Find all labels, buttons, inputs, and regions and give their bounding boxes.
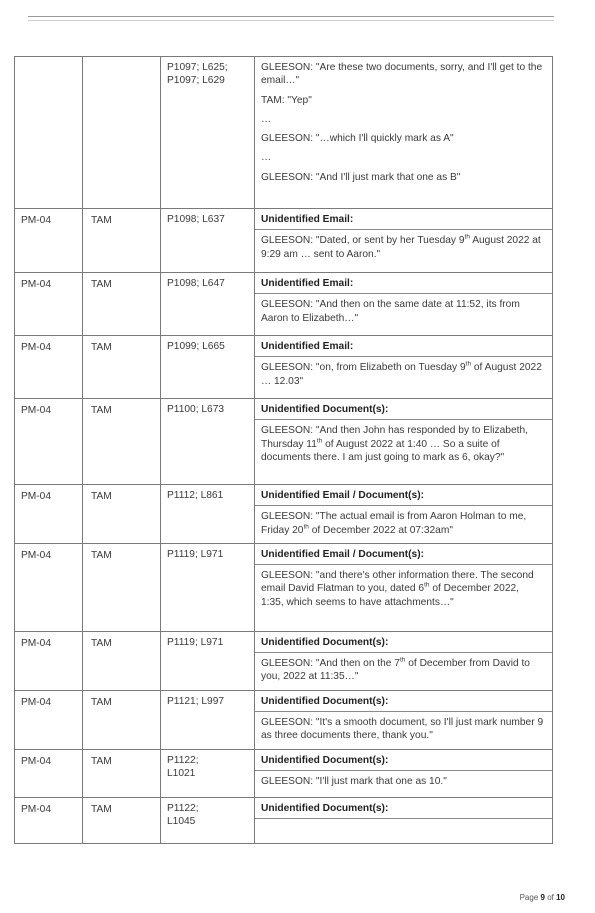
matter-id-cell bbox=[15, 57, 83, 209]
transcript-excerpt bbox=[255, 230, 552, 267]
transcript-line: GLEESON: "And then on the same date at 11:52, its from Aaron to Elizabeth…" bbox=[261, 299, 520, 324]
transcript-line: … bbox=[261, 152, 272, 164]
page-line-ref: P1121; L997 bbox=[167, 695, 225, 707]
witness-name: TAM bbox=[91, 342, 112, 353]
description-cell bbox=[255, 399, 553, 485]
description-cell bbox=[255, 485, 553, 544]
matter-id: PM-04 bbox=[21, 215, 52, 226]
description-cell bbox=[255, 690, 553, 749]
matter-id-cell bbox=[15, 749, 83, 797]
table-row bbox=[15, 543, 553, 631]
transcript-excerpt bbox=[255, 565, 552, 615]
description-cell bbox=[255, 749, 553, 797]
witness-name: TAM bbox=[91, 755, 112, 767]
page-line-ref-cell bbox=[161, 631, 255, 690]
description-cell bbox=[255, 57, 553, 209]
transcript-line: GLEESON: "And I'll just mark that one as B" bbox=[261, 171, 461, 183]
page-of: of bbox=[547, 893, 554, 902]
page-line-ref: P1119; L971 bbox=[167, 548, 224, 560]
page-line-ref-cell bbox=[161, 336, 255, 399]
page-line-ref: P1122; bbox=[167, 802, 199, 814]
matter-id: PM-04 bbox=[21, 491, 52, 502]
transcript-excerpt bbox=[255, 357, 552, 394]
witness-name: TAM bbox=[91, 696, 112, 708]
transcript-excerpt bbox=[255, 294, 552, 331]
page-line-ref: P1100; L673 bbox=[167, 404, 225, 415]
witness-name: TAM bbox=[91, 279, 112, 290]
matter-id-cell bbox=[15, 273, 83, 336]
matter-id-cell bbox=[15, 690, 83, 749]
page-line-ref: L1045 bbox=[167, 815, 196, 827]
transcript-line: TAM: "Yep" bbox=[261, 94, 312, 106]
witness-name: TAM bbox=[91, 637, 112, 649]
exhibit-heading: Unidentified Email: bbox=[255, 209, 552, 230]
transcript-excerpt bbox=[255, 653, 552, 690]
matter-id: PM-04 bbox=[21, 549, 52, 561]
matter-id-cell bbox=[15, 797, 83, 843]
page-footer bbox=[520, 893, 565, 902]
matter-id: PM-04 bbox=[21, 637, 52, 649]
matter-id-cell bbox=[15, 543, 83, 631]
transcript-line: GLEESON: "I'll just mark that one as 10." bbox=[261, 775, 447, 787]
witness-cell bbox=[83, 57, 161, 209]
page-line-ref: P1122; bbox=[167, 754, 199, 766]
table-row bbox=[15, 57, 553, 209]
transcript-excerpt bbox=[255, 712, 552, 749]
transcript-line: GLEESON: "The actual email is from Aaron Holman to me, Friday 20th of December 2022 at 07:32am" bbox=[261, 511, 527, 536]
exhibit-heading: Unidentified Document(s): bbox=[255, 632, 552, 653]
description-cell bbox=[255, 336, 553, 399]
table-row bbox=[15, 336, 553, 399]
witness-name: TAM bbox=[91, 549, 112, 561]
matter-id: PM-04 bbox=[21, 755, 52, 767]
description-cell bbox=[255, 797, 553, 843]
transcript-line: GLEESON: "on, from Elizabeth on Tuesday 9th of August 2022 … 12.03" bbox=[261, 360, 542, 387]
matter-id: PM-04 bbox=[21, 803, 52, 815]
matter-id-cell bbox=[15, 336, 83, 399]
transcript-line: GLEESON: "It's a smooth document, so I'll just mark number 9 as three documents there, thank you." bbox=[261, 716, 544, 741]
matter-id: PM-04 bbox=[21, 405, 52, 416]
table-row bbox=[15, 209, 553, 273]
page-line-ref-cell bbox=[161, 399, 255, 485]
page-line-ref-cell bbox=[161, 690, 255, 749]
table-row bbox=[15, 631, 553, 690]
transcript-excerpt bbox=[255, 771, 552, 794]
matter-id: PM-04 bbox=[21, 696, 52, 708]
transcript-line: GLEESON: "…which I'll quickly mark as A" bbox=[261, 133, 454, 144]
page-line-ref-cell bbox=[161, 797, 255, 843]
transcript-excerpt bbox=[255, 57, 552, 190]
page-total: 10 bbox=[556, 893, 565, 902]
matter-id-cell bbox=[15, 631, 83, 690]
witness-cell bbox=[83, 336, 161, 399]
transcript-line: … bbox=[261, 113, 272, 125]
table-row bbox=[15, 749, 553, 797]
page-line-ref: P1099; L665 bbox=[167, 341, 225, 352]
description-cell bbox=[255, 273, 553, 336]
matter-id-cell bbox=[15, 399, 83, 485]
page-current: 9 bbox=[540, 893, 545, 902]
page-line-ref: L1021 bbox=[167, 767, 196, 779]
witness-name: TAM bbox=[91, 803, 112, 815]
table-row bbox=[15, 399, 553, 485]
witness-cell bbox=[83, 543, 161, 631]
witness-cell bbox=[83, 399, 161, 485]
header-rule bbox=[28, 16, 554, 17]
transcript-line: GLEESON: "and there's other information there. The second email David Flatman to you, dated 6th of December 2022, 1:35, which seems to have attachments…" bbox=[261, 570, 534, 608]
exhibit-heading: Unidentified Email: bbox=[255, 336, 552, 357]
matter-id-cell bbox=[15, 209, 83, 273]
witness-cell bbox=[83, 749, 161, 797]
description-cell bbox=[255, 631, 553, 690]
transcript-line: GLEESON: "Are these two documents, sorry, and I'll get to the email…" bbox=[261, 62, 543, 87]
exhibit-heading: Unidentified Document(s): bbox=[255, 750, 552, 771]
page-line-ref-cell bbox=[161, 749, 255, 797]
transcript-excerpt bbox=[255, 420, 552, 470]
exhibit-heading: Unidentified Email / Document(s): bbox=[255, 544, 552, 565]
page-line-ref-cell bbox=[161, 485, 255, 544]
page-line-ref: P1097; L625; bbox=[167, 62, 228, 73]
page-line-ref-cell bbox=[161, 209, 255, 273]
page-line-ref: P1098; L647 bbox=[167, 278, 225, 289]
page-line-ref: P1097; L629 bbox=[167, 75, 225, 87]
witness-cell bbox=[83, 797, 161, 843]
witness-cell bbox=[83, 690, 161, 749]
transcript-line: GLEESON: "Dated, or sent by her Tuesday 9th August 2022 at 9:29 am … sent to Aaron." bbox=[261, 233, 541, 260]
table-row bbox=[15, 485, 553, 544]
witness-cell bbox=[83, 209, 161, 273]
table-body bbox=[15, 57, 553, 844]
table-row bbox=[15, 273, 553, 336]
page-line-ref: P1098; L637 bbox=[167, 214, 225, 225]
description-cell bbox=[255, 209, 553, 273]
page-line-ref: P1119; L971 bbox=[167, 636, 224, 648]
witness-name: TAM bbox=[91, 405, 112, 416]
witness-cell bbox=[83, 631, 161, 690]
exhibit-heading: Unidentified Email: bbox=[255, 273, 552, 294]
description-cell bbox=[255, 543, 553, 631]
table-row bbox=[15, 797, 553, 843]
matter-id: PM-04 bbox=[21, 342, 52, 353]
exhibit-heading: Unidentified Document(s): bbox=[255, 399, 552, 420]
transcript-line: GLEESON: "And then on the 7th of December from David to you, 2022 at 11:35…" bbox=[261, 656, 530, 683]
witness-cell bbox=[83, 485, 161, 544]
witness-name: TAM bbox=[91, 215, 112, 226]
witness-cell bbox=[83, 273, 161, 336]
page-label: Page bbox=[519, 893, 539, 902]
page-line-ref: P1112; L861 bbox=[167, 490, 224, 501]
page-line-ref-cell bbox=[161, 543, 255, 631]
transcript-line: GLEESON: "And then John has responded by to Elizabeth, Thursday 11th of August 2022 at 1:40 … So a suite of documents there. I am just going to mark as 6, okay?" bbox=[261, 425, 528, 463]
page-line-ref-cell bbox=[161, 57, 255, 209]
witness-name: TAM bbox=[91, 491, 112, 502]
matter-id: PM-04 bbox=[21, 279, 52, 290]
transcript-reference-table bbox=[14, 56, 553, 844]
page-line-ref-cell bbox=[161, 273, 255, 336]
exhibit-heading: Unidentified Document(s): bbox=[255, 691, 552, 712]
table-row bbox=[15, 690, 553, 749]
transcript-excerpt bbox=[255, 506, 552, 543]
header-rule-secondary bbox=[28, 20, 554, 21]
exhibit-heading: Unidentified Email / Document(s): bbox=[255, 485, 552, 506]
exhibit-heading: Unidentified Document(s): bbox=[255, 798, 552, 819]
matter-id-cell bbox=[15, 485, 83, 544]
